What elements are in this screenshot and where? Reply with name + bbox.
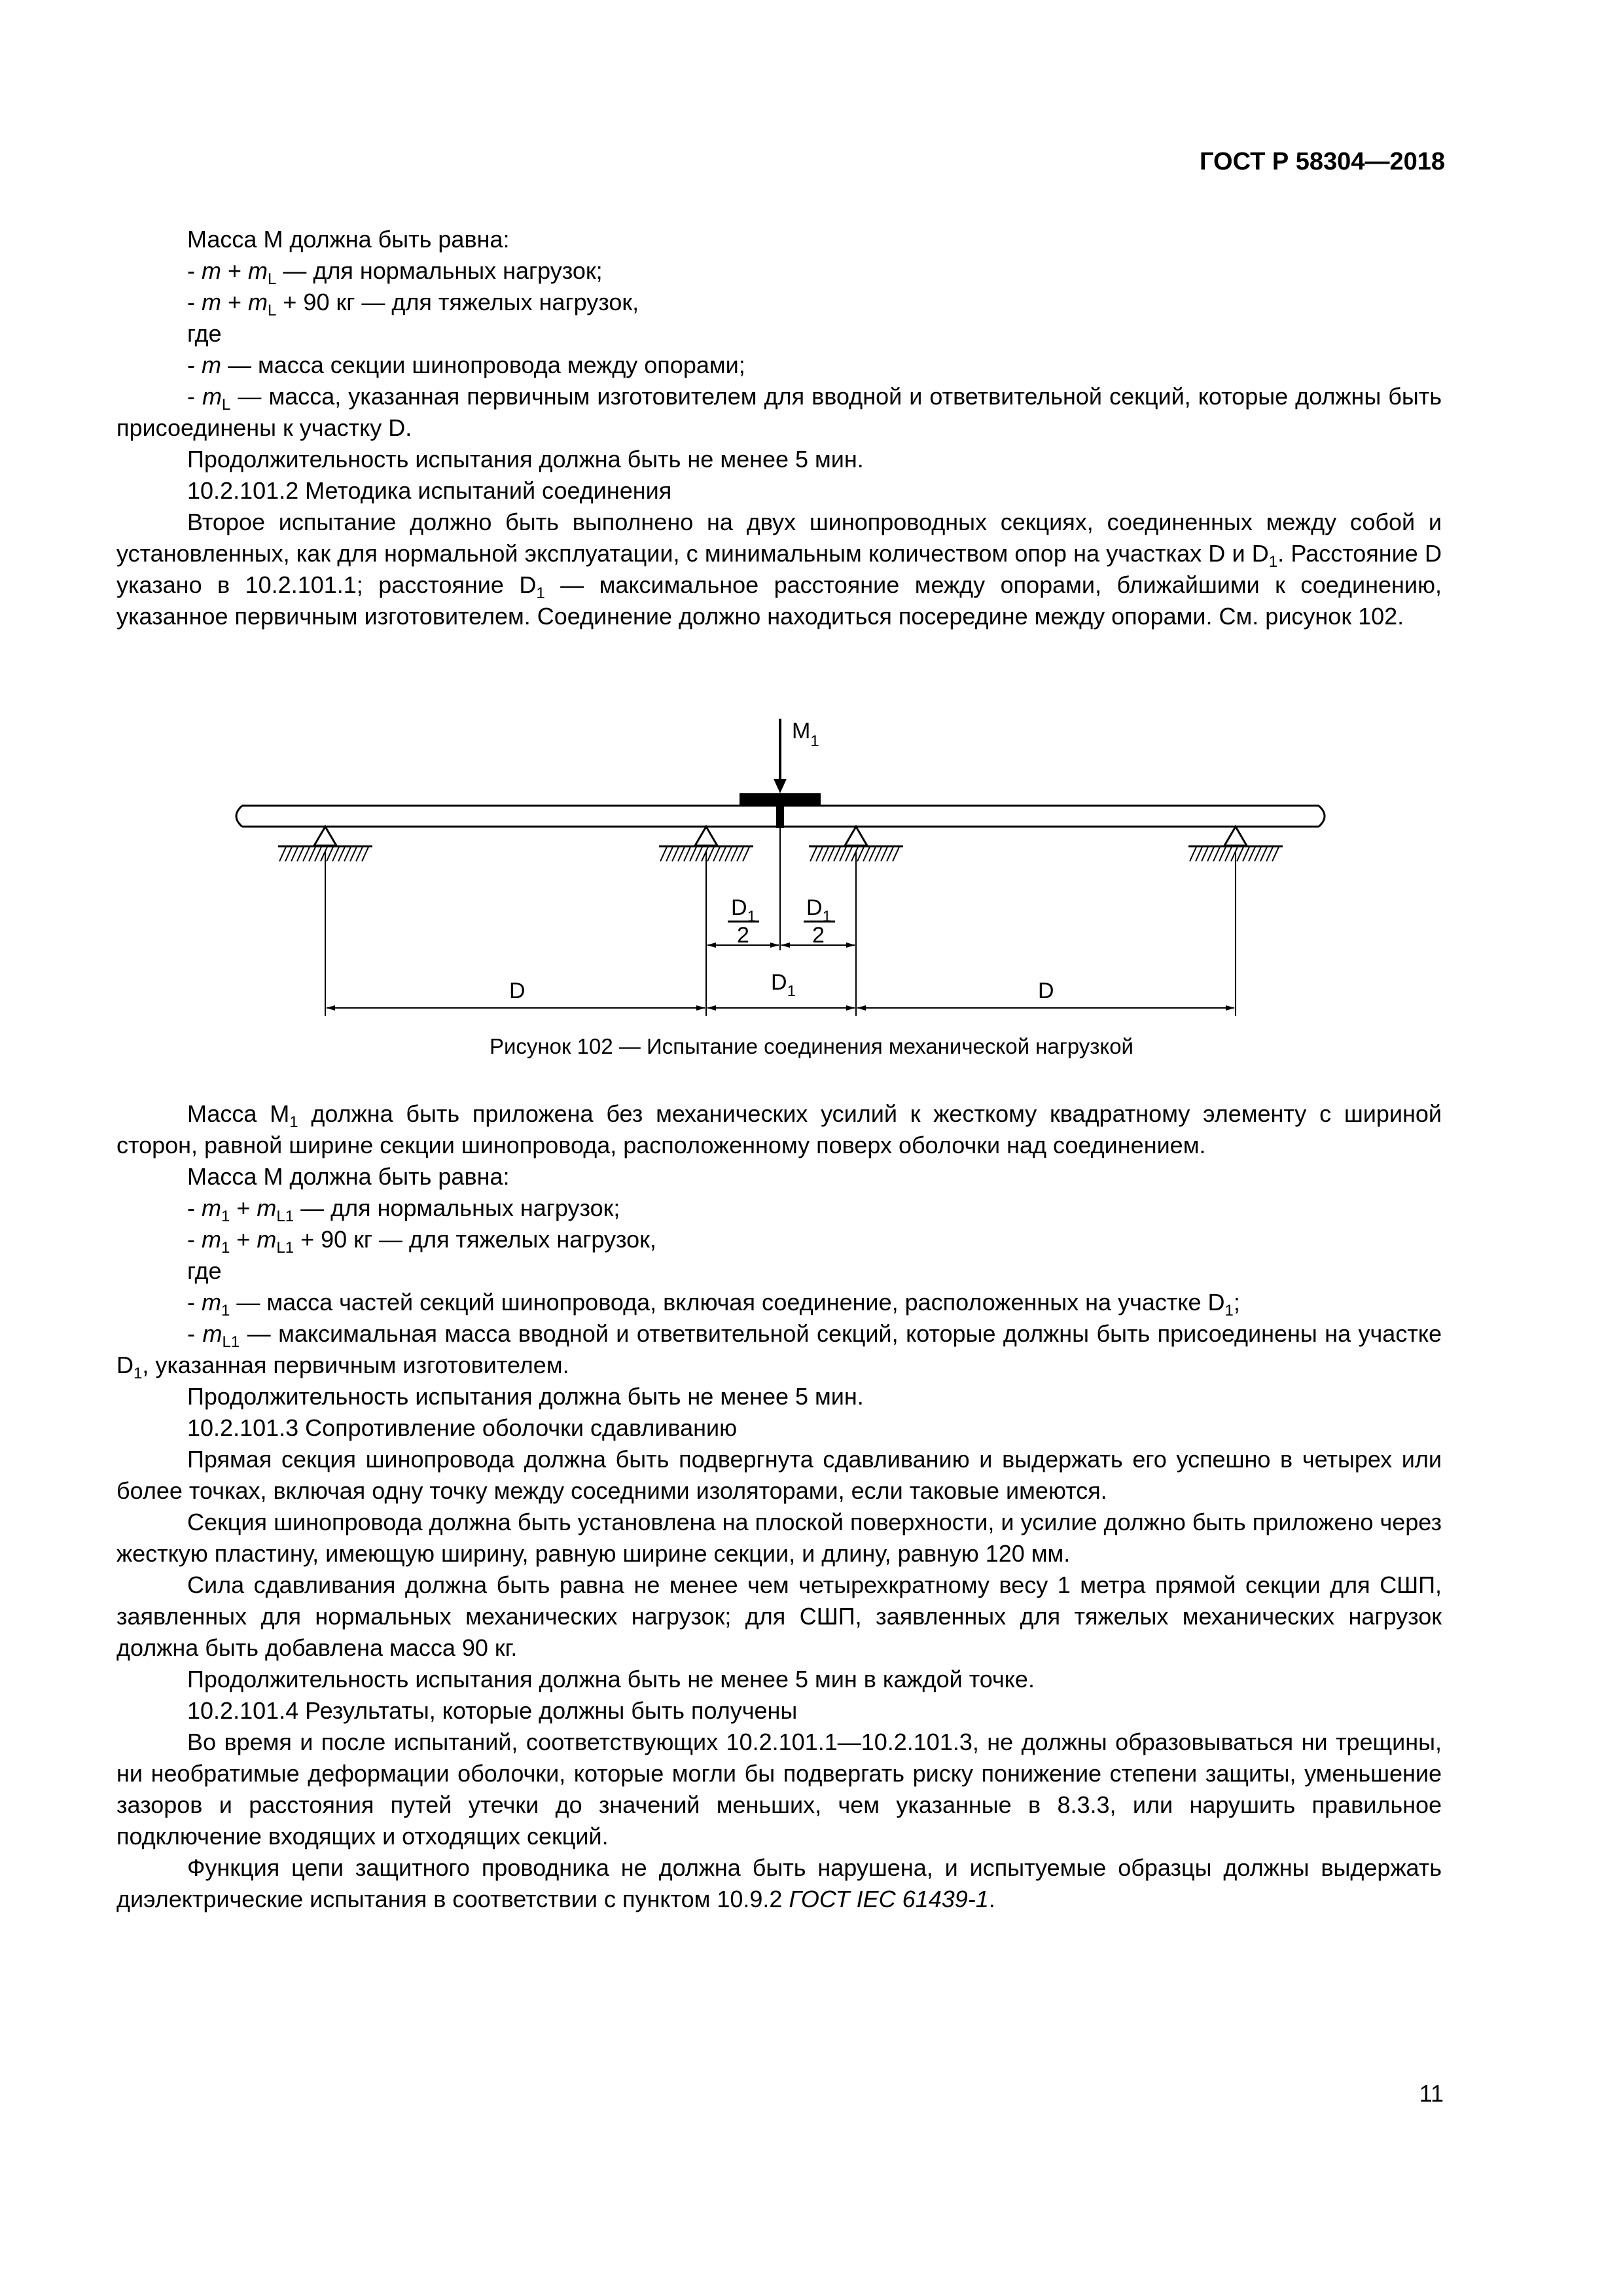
- paragraph: Секция шинопровода должна быть установлена на плоской поверхности, и усилие должно быть приложено через жесткую пластину, имеющую ширину, равную ширине секции, и длину, равную 120 мм.: [116, 1509, 1442, 1567]
- span-label-right: D: [1038, 978, 1054, 1003]
- paragraph: где: [187, 1257, 222, 1284]
- paragraph: - $m_1 + m_{L1}$ — для нормальных нагрузок;: [187, 1194, 620, 1225]
- paragraph: Продолжительность испытания должна быть не менее 5 мин.: [187, 1383, 864, 1410]
- paragraph: Второе испытание должно быть выполнено на двух шинопроводных секциях, соединенных между собой и установленных, как для нормальной эксплуатации, с минимальным количеством опор на участках D и $D_1$. Расстояние D указано в 10.2.101.1; расстояние $D_1$ — максимальное расстояние между опорами, ближайшими к соединению, указанное первичным изготовителем. Соединение должно находиться посередине между опорами. См. рисунок 102.: [116, 509, 1442, 630]
- figure-caption: Рисунок 102 — Испытание соединения механической нагрузкой: [489, 1034, 1133, 1058]
- paragraph: Масса М должна быть равна:: [187, 226, 510, 253]
- paragraph: - $m_1 + m_{L1} + 90$ кг — для тяжелых нагрузок,: [187, 1226, 656, 1257]
- paragraph: Прямая секция шинопровода должна быть подвергнута сдавливанию и выдержать его успешно в четырех или более точках, включая одну точку между соседними изоляторами, если таковые имеются.: [116, 1446, 1442, 1504]
- half-fraction-right: [804, 895, 835, 948]
- text-block-bottom: [116, 1098, 1442, 1915]
- paragraph: - $m_1$ — масса частей секций шинопровода, включая соединение, расположенных на участке $D_1$;: [187, 1289, 1240, 1319]
- load-arrow: [774, 719, 787, 793]
- svg-text:2: 2: [812, 923, 825, 948]
- paragraph: 10.2.101.2 Методика испытаний соединения: [187, 477, 672, 504]
- paragraph: - $m + m_L + 90$ кг — для тяжелых нагрузок,: [187, 289, 639, 319]
- span-label-middle: $D_1$: [771, 970, 796, 1000]
- paragraph: Масса $М_1$ должна быть приложена без механических усилий к жесткому квадратному элементу с шириной сторон, равной ширине секции шинопровода, расположенному поверх оболочки над соединением.: [116, 1100, 1442, 1158]
- paragraph: Продолжительность испытания должна быть не менее 5 мин.: [187, 446, 864, 473]
- paragraph: 10.2.101.3 Сопротивление оболочки сдавливанию: [187, 1414, 738, 1441]
- span-label-left: D: [509, 978, 526, 1003]
- paragraph: - $m_L$ — масса, указанная первичным изготовителем для вводной и ответвительной секций, которые должны быть присоединены к участку D.: [116, 383, 1442, 441]
- paragraph: Сила сдавливания должна быть равна не менее чем четырехкратному весу 1 метра прямой секции для СШП, заявленных для нормальных механических нагрузок; для СШП, заявленных для тяжелых механических нагрузок должна быть добавлена масса 90 кг.: [116, 1571, 1442, 1661]
- page-number: 11: [1419, 2080, 1444, 2107]
- paragraph: Функция цепи защитного проводника не должна быть нарушена, и испытуемые образцы должны выдержать диэлектрические испытания в соответствии с пунктом 10.9.2 ГОСТ IEC 61439-1.: [116, 1854, 1442, 1912]
- load-label: $M_1$: [792, 719, 819, 750]
- paragraph: - $m_{L1}$ — максимальная масса вводной и ответвительной секций, которые должны быть присоединены на участке $D_1$, указанная первичным изготовителем.: [116, 1320, 1442, 1382]
- paragraph: Во время и после испытаний, соответствующих 10.2.101.1—10.2.101.3, не должны образовываться ни трещины, ни необратимые деформации оболочки, которые могли бы подвергать риску понижение степени защиты, уменьшение зазоров и расстояния путей утечки до значений меньших, чем указанные в 8.3.3, или нарушить правильное подключение входящих и отходящих секций.: [116, 1729, 1442, 1850]
- paragraph: - m — масса секции шинопровода между опорами;: [187, 351, 745, 378]
- half-fraction-left: [728, 895, 759, 948]
- svg-text:D1: $D_1$: [806, 895, 831, 925]
- paragraph: - $m + m_L$ — для нормальных нагрузок;: [187, 257, 603, 288]
- paragraph: Масса М должна быть равна:: [187, 1163, 510, 1190]
- paragraph: Продолжительность испытания должна быть не менее 5 мин в каждой точке.: [187, 1666, 1035, 1693]
- text-block-top: [116, 224, 1442, 632]
- paragraph: где: [187, 320, 222, 347]
- svg-text:2: 2: [737, 923, 749, 948]
- document-code: ГОСТ Р 58304—2018: [1200, 148, 1445, 175]
- paragraph: 10.2.101.4 Результаты, которые должны быть получены: [187, 1697, 798, 1724]
- figure-102-diagram: [223, 707, 1335, 1021]
- svg-text:D1: $D_1$: [731, 895, 756, 925]
- load-plate: [740, 793, 821, 828]
